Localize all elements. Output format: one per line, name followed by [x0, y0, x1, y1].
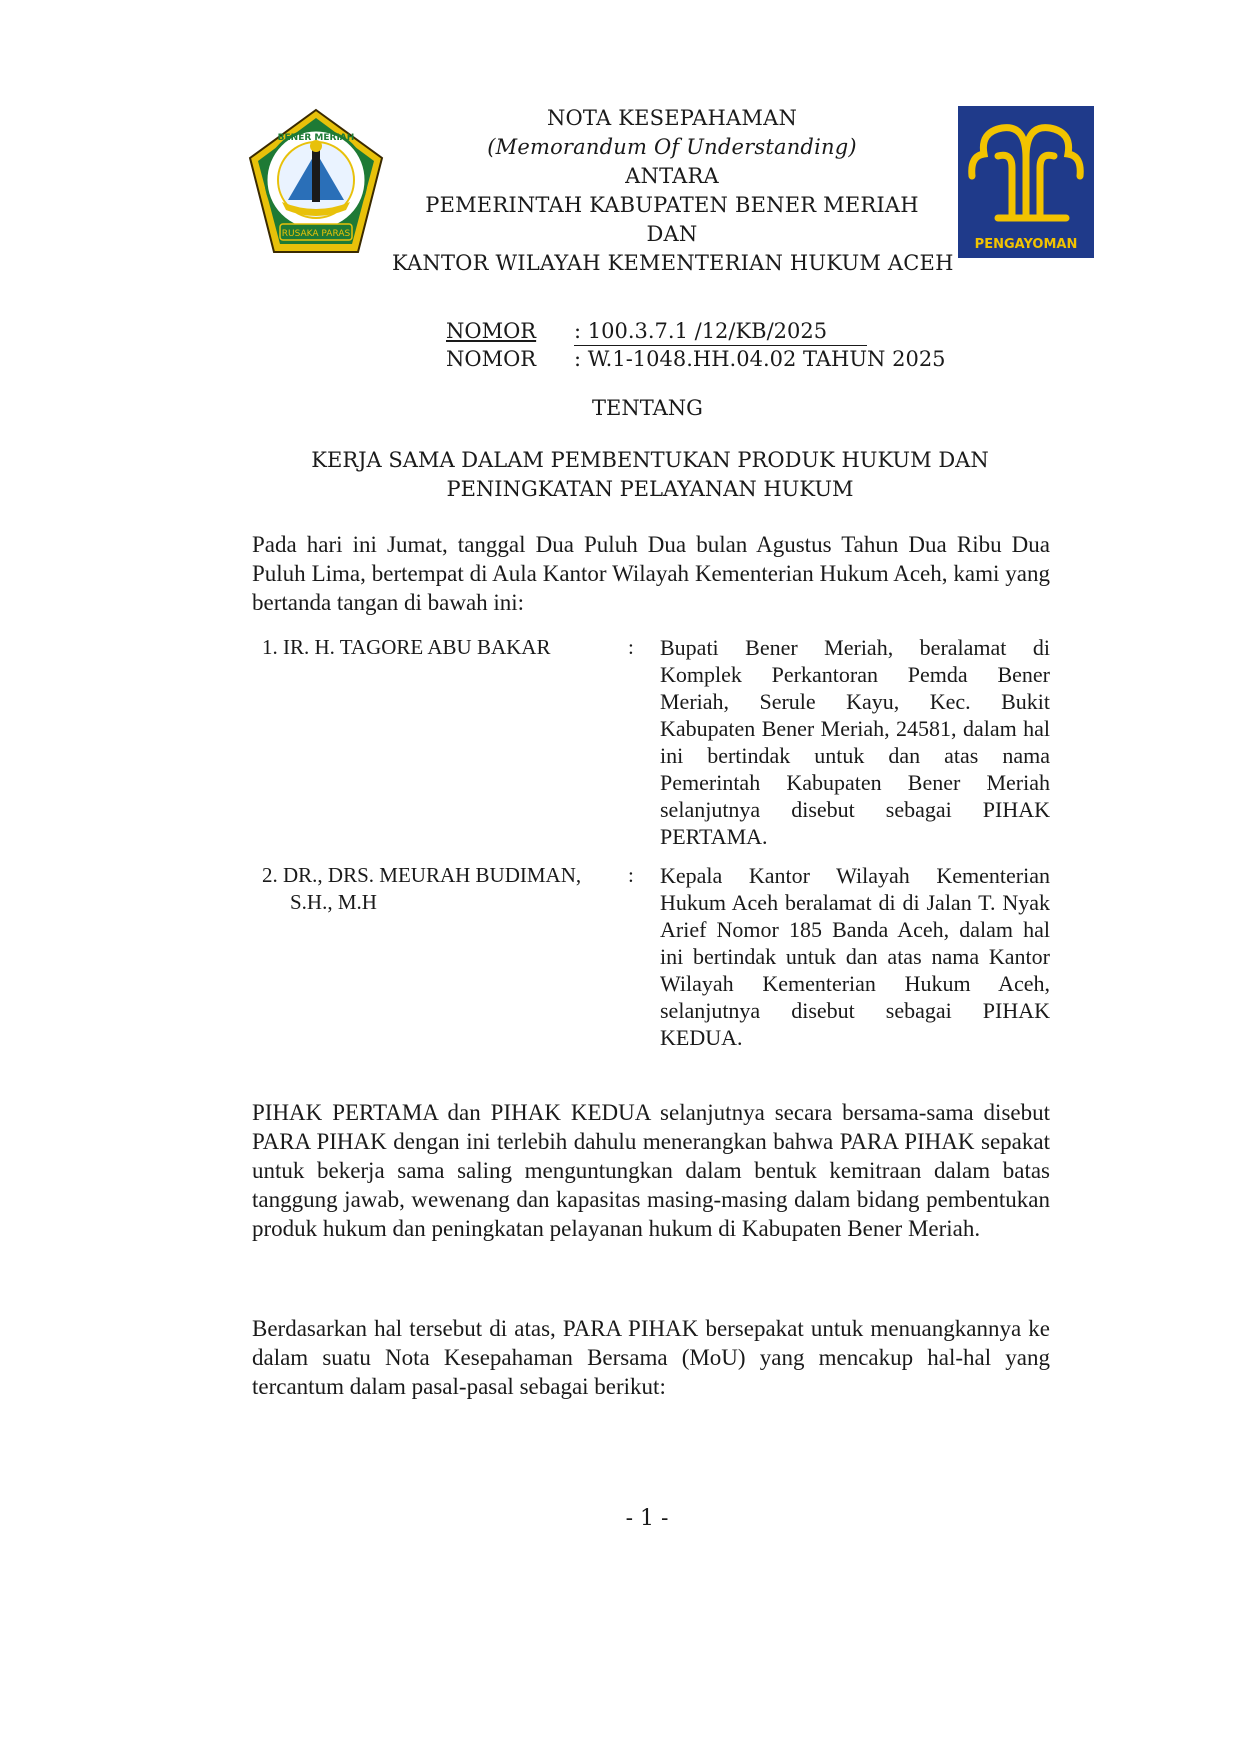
agreement-paragraph: PIHAK PERTAMA dan PIHAK KEDUA selanjutnya secara bersama-sama disebut PARA PIHAK dengan ini terlebih dahulu menerangkan bahwa PARA PIHAK sepakat untuk bekerja sama saling menguntungkan dalam bentuk kemitraan dalam batas tanggung jawab, wewenang dan kapasitas masing-masing dalam bidang pembentukan produk hukum dan peningkatan pelayanan hukum di Kabupaten Bener Meriah. — [252, 1100, 1050, 1241]
party-description: Bupati Bener Meriah, beralamat di Komplek Perkantoran Pemda Bener Meriah, Serule Kayu, Kec. Bukit Kabupaten Bener Meriah, 24581, dalam hal ini bertindak untuk dan atas nama Pemerintah Kabupaten Bener Meriah selanjutnya disebut sebagai PIHAK PERTAMA. — [660, 635, 1050, 849]
header-antara: ANTARA — [625, 164, 719, 188]
party-name-cont: S.H., M.H — [290, 890, 377, 914]
header-party-two: KANTOR WILAYAH KEMENTERIAN HUKUM ACEH — [392, 251, 954, 275]
emblem-ring-text: BENER MERIAH — [277, 133, 355, 143]
party-colon: : — [628, 635, 634, 659]
nomor-value: : 100.3.7.1 /12/KB/2025 — [574, 318, 867, 346]
pengayoman-text: PENGAYOMAN — [974, 237, 1078, 252]
party-name-line: 1. IR. H. TAGORE ABU BAKAR — [262, 635, 551, 659]
party-name-line: 2. DR., DRS. MEURAH BUDIMAN, — [262, 863, 582, 887]
nomor-value: : W.1-1048.HH.04.02 TAHUN 2025 — [574, 347, 946, 371]
document-numbers — [446, 318, 966, 373]
party-description: Kepala Kantor Wilayah Kementerian Hukum Aceh beralamat di di Jalan T. Nyak Arief Nomor 185 Banda Aceh, dalam hal ini bertindak untuk dan atas nama Kantor Wilayah Kementerian Hukum Aceh, selanjutnya disebut sebagai PIHAK KEDUA. — [660, 863, 1050, 1050]
header-title: NOTA KESEPAHAMAN — [546, 106, 798, 130]
bener-meriah-emblem-icon — [246, 106, 386, 256]
header-dan: DAN — [646, 222, 698, 246]
subject-line: KERJA SAMA DALAM PEMBENTUKAN PRODUK HUKUM DAN — [311, 448, 989, 472]
page-number: - 1 - — [625, 1506, 669, 1531]
party-name — [262, 862, 622, 916]
pengayoman-logo-icon — [958, 106, 1094, 258]
header-subtitle: (Memorandum Of Understanding) — [487, 135, 857, 159]
intro-paragraph: Pada hari ini Jumat, tanggal Dua Puluh Dua bulan Agustus Tahun Dua Ribu Dua Puluh Lima, bertempat di Aula Kantor Wilayah Kementerian Hukum Aceh, kami yang bertanda tangan di bawah ini: — [252, 532, 1050, 615]
party-name — [262, 634, 622, 661]
nomor-row — [446, 346, 966, 373]
nomor-row — [446, 318, 966, 346]
tentang-heading: TENTANG — [592, 396, 703, 420]
conclusion-paragraph: Berdasarkan hal tersebut di atas, PARA PIHAK bersepakat untuk menuangkannya ke dalam suatu Nota Kesepahaman Bersama (MoU) yang mencakup hal-hal yang tercantum dalam pasal-pasal sebagai berikut: — [252, 1316, 1050, 1399]
nomor-label: NOMOR — [446, 319, 537, 343]
emblem-banner-text: RUSAKA PARAS — [281, 229, 351, 239]
header-party-one: PEMERINTAH KABUPATEN BENER MERIAH — [425, 193, 919, 217]
nomor-label: NOMOR — [446, 347, 537, 371]
subject-heading — [300, 446, 1000, 504]
party-colon: : — [628, 863, 634, 887]
document-header — [392, 104, 952, 278]
subject-line: PENINGKATAN PELAYANAN HUKUM — [446, 477, 854, 501]
